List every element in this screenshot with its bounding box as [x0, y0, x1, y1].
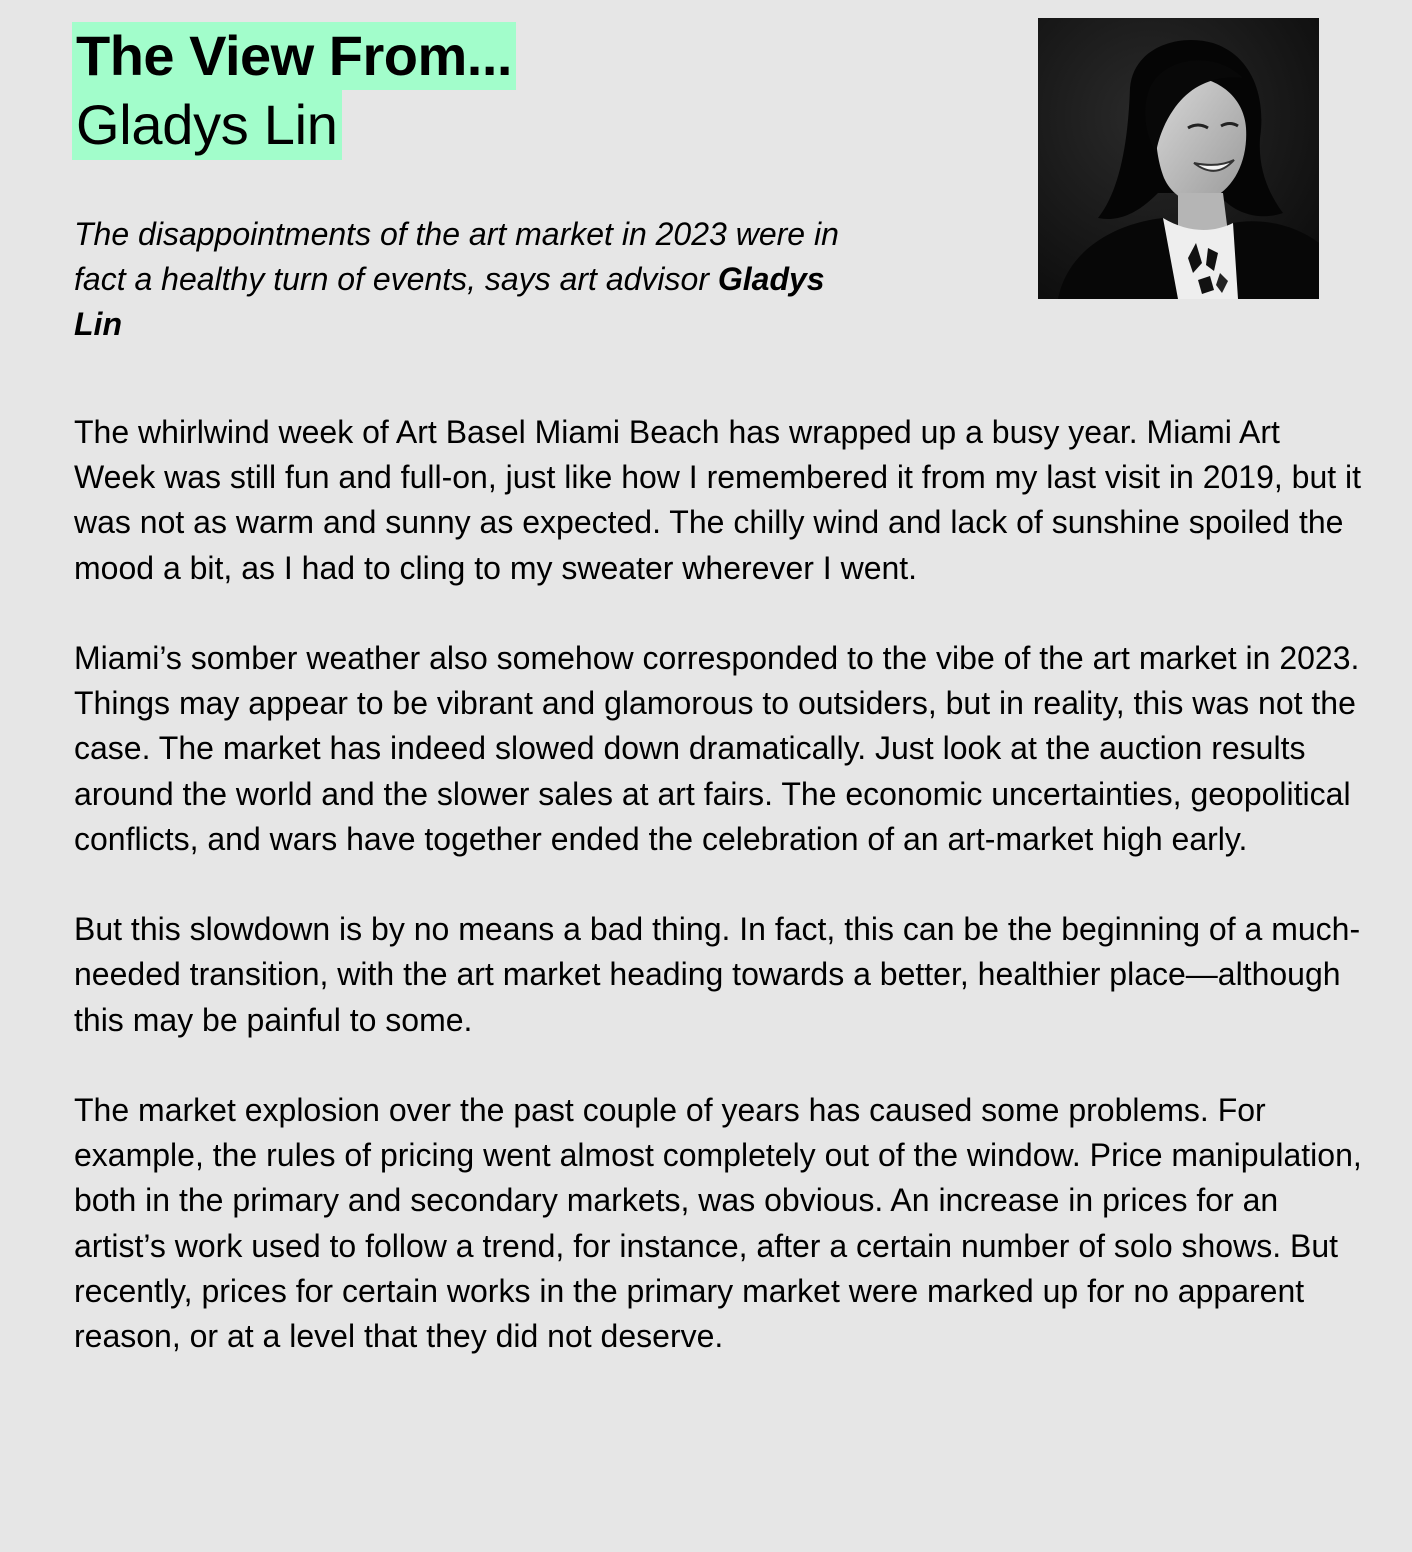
paragraph: The market explosion over the past couple of years has caused some problems. For example, the rules of pricing went almost completely out of the window. Price manipulation, both in the primary and secondary markets, was obvious. An increase in prices for an artist’s work used to follow a trend, for instance, after a certain number of solo shows. But recently, prices for certain works in the primary market were marked up for no apparent reason, or at a level that they did not deserve. — [74, 1092, 1362, 1355]
paragraph: The whirlwind week of Art Basel Miami Beach has wrapped up a busy year. Miami Art Week was still fun and full-on, just like how I remembered it from my last visit in 2019, but it was not as warm and sunny as expected. The chilly wind and lack of sunshine spoiled the mood a bit, as I had to cling to my sweater wherever I went. — [74, 414, 1362, 586]
standfirst-author: Gladys Lin — [74, 261, 825, 342]
standfirst — [74, 212, 864, 347]
author-photo — [1038, 18, 1319, 299]
column-title: The View From... — [72, 22, 516, 90]
paragraph: But this slowdown is by no means a bad thing. In fact, this can be the beginning of a much-needed transition, with the art market heading towards a better, healthier place—although this may be painful to some. — [74, 911, 1361, 1038]
standfirst-text: The disappointments of the art market in 2023 were in fact a healthy turn of events, says art advisor — [74, 216, 839, 297]
article-body — [74, 410, 1364, 1404]
author-name-heading: Gladys Lin — [72, 90, 342, 160]
paragraph: Miami’s somber weather also somehow corresponded to the vibe of the art market in 2023. Things may appear to be vibrant and glamorous to outsiders, but in reality, this was not the case. The market has indeed slowed down dramatically. Just look at the auction results around the world and the slower sales at art fairs. The economic uncertainties, geopolitical conflicts, and wars have together ended the celebration of an art-market high early. — [74, 640, 1360, 857]
portrait-photo-icon — [1038, 18, 1319, 299]
article-header — [72, 22, 892, 160]
